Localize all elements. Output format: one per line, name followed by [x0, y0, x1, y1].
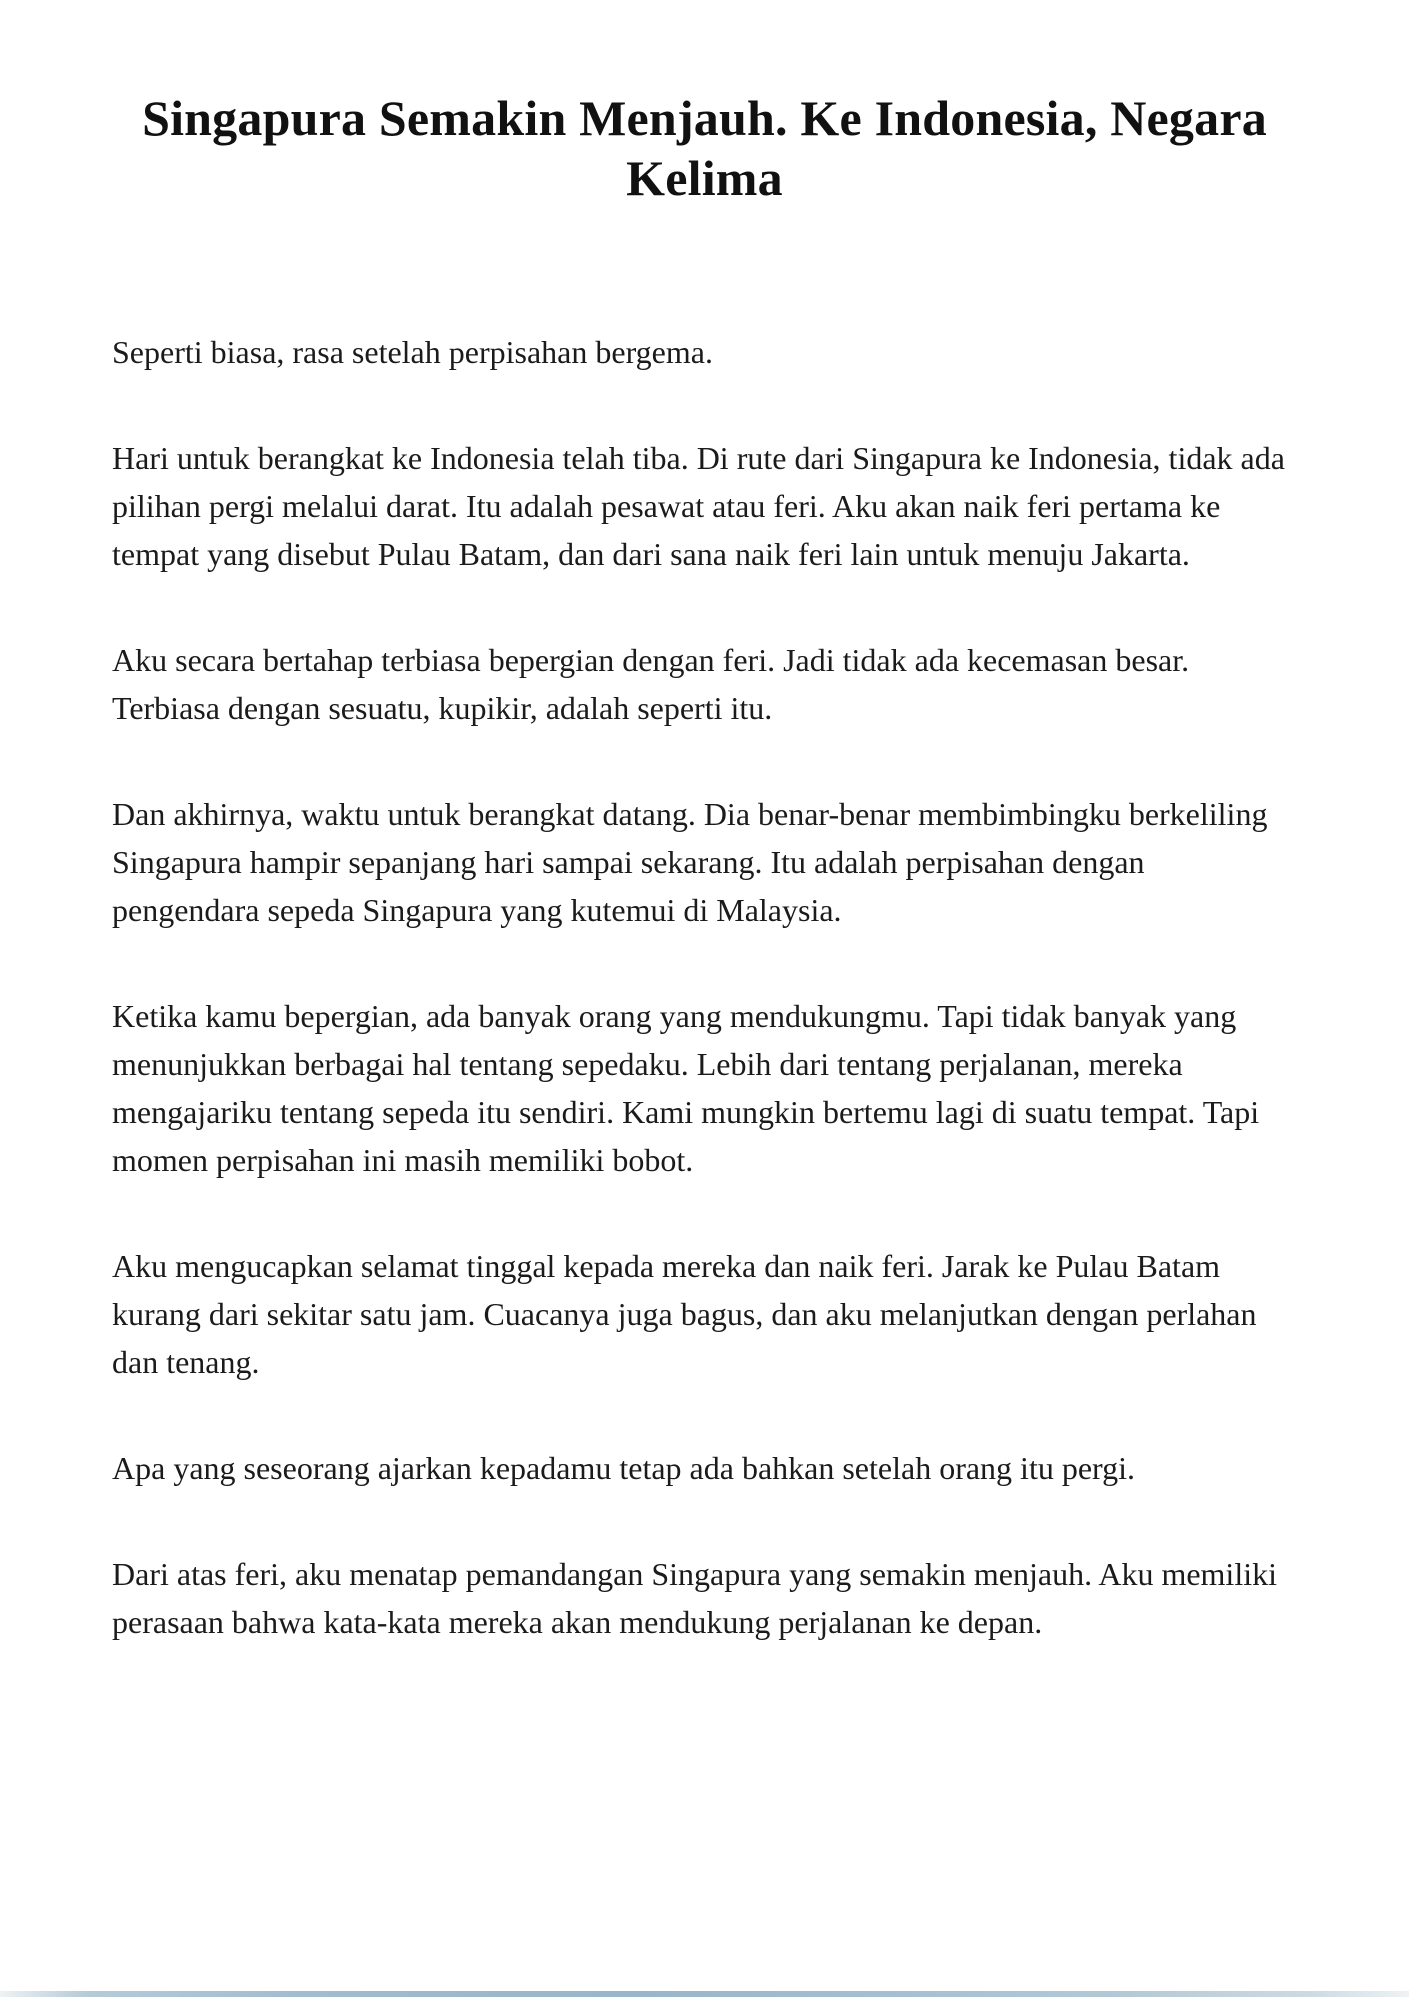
paragraph: Ketika kamu bepergian, ada banyak orang yang mendukungmu. Tapi tidak banyak yang menunjukkan berbagai hal tentang sepedaku. Lebih dari tentang perjalanan, mereka mengajariku tentang sepeda itu sendiri. Kami mungkin bertemu lagi di suatu tempat. Tapi momen perpisahan ini masih memiliki bobot.: [112, 998, 1260, 1178]
paragraph: Dari atas feri, aku menatap pemandangan Singapura yang semakin menjauh. Aku memiliki perasaan bahwa kata-kata mereka akan mendukung perjalanan ke depan.: [112, 1556, 1277, 1640]
next-image-top-edge: [0, 1991, 1409, 1997]
paragraph: Seperti biasa, rasa setelah perpisahan bergema.: [112, 334, 713, 370]
paragraph: Aku mengucapkan selamat tinggal kepada mereka dan naik feri. Jarak ke Pulau Batam kurang dari sekitar satu jam. Cuacanya juga bagus, dan aku melanjutkan dengan perlahan dan tenang.: [112, 1248, 1257, 1380]
paragraph: Apa yang seseorang ajarkan kepadamu tetap ada bahkan setelah orang itu pergi.: [112, 1450, 1135, 1486]
paragraph: Aku secara bertahap terbiasa bepergian dengan feri. Jadi tidak ada kecemasan besar. Terbiasa dengan sesuatu, kupikir, adalah seperti itu.: [112, 642, 1190, 726]
article-title: Singapura Semakin Menjauh. Ke Indonesia, Negara Kelima: [142, 90, 1267, 206]
paragraph: Dan akhirnya, waktu untuk berangkat datang. Dia benar-benar membimbingku berkeliling Singapura hampir sepanjang hari sampai sekarang. Itu adalah perpisahan dengan pengendara sepeda Singapura yang kutemui di Malaysia.: [112, 796, 1268, 928]
article-body: [112, 328, 1297, 1646]
paragraph: Hari untuk berangkat ke Indonesia telah tiba. Di rute dari Singapura ke Indonesia, tidak ada pilihan pergi melalui darat. Itu adalah pesawat atau feri. Aku akan naik feri pertama ke tempat yang disebut Pulau Batam, dan dari sana naik feri lain untuk menuju Jakarta.: [112, 440, 1285, 572]
